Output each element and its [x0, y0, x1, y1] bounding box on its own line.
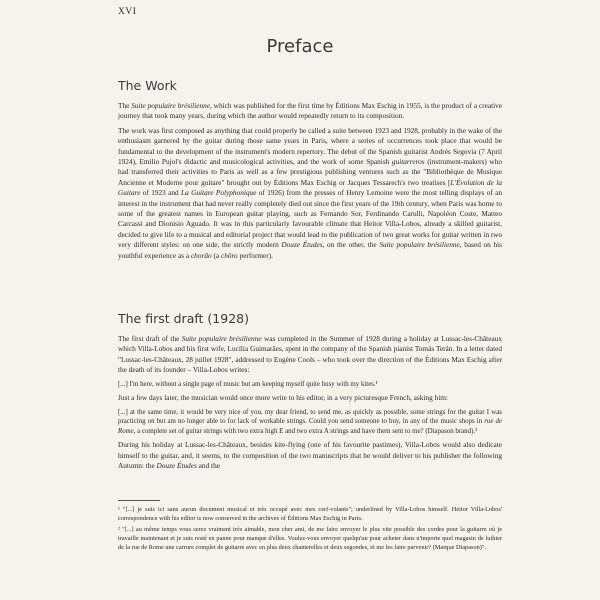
- section-heading-work: The Work: [118, 78, 177, 93]
- section-draft-body: [118, 334, 502, 476]
- page-title: Preface: [266, 36, 334, 57]
- block-quote: [...] at the same time, it would be very nice of you, my dear friend, to send me, as quickly as possible, some strings for the guitar I was practicing on but am no longer able to for lack of workable strings. Could you send someone to buy, in any of the music shops in rue de Rome, a complete set of guitar strings with two extra high E and two extra A strings and have them sent to me? (Diapason brand).²: [118, 408, 502, 435]
- section-work-body: [118, 101, 502, 265]
- footnote: ¹ "[...] je suis ici sans aucun document musical et très occupé avec mes cerf-volants"; underlined by Villa-Lobos himself. Heitor Villa-Lobos' correspondence with his editor is now conserved in the archives of Éditions Max Eschig in Paris.: [118, 506, 502, 522]
- paragraph: The first draft of the Suite populaire brésilienne was completed in the Summer of 1928 during a holiday at Lussac-les-Châteaux which Villa-Lobos and his first wife, Lucília Guimarães, spent in the company of the Spanish pianist Tomás Terán. In a letter dated "Lussac-les-Châteaux, 28 juillet 1928", addressed to Eugène Cools – who took over the direction of the Éditions Max Eschig after the death of its founder – Villa-Lobos writes:: [118, 334, 502, 375]
- footnotes: [118, 505, 502, 554]
- page-number: XVI: [118, 7, 137, 17]
- section-heading-first-draft: The first draft (1928): [118, 311, 249, 326]
- footnote-rule: [118, 500, 160, 501]
- paragraph: During his holiday at Lussac-les-Châteaux, besides kite-flying (one of his favourite pastimes), Villa-Lobos would also dedicate himself to the guitar, and, it seems, to the composition of the two manuscripts that he would deliver to his publisher the following Autumn: the Douze Études and the: [118, 440, 502, 471]
- paragraph: Just a few days later, the musician would once more write to his editor, in a very picturesque French, asking him:: [118, 393, 448, 403]
- paragraph: The Suite populaire brésilienne, which was published for the first time by Éditions Max Eschig in 1955, is the product of a creative journey that took many years, during which the author would repeatedly return to its composition.: [118, 101, 503, 121]
- block-quote: [...] I'm here, without a single page of music but am keeping myself quite busy with my kites.¹: [118, 380, 378, 388]
- paragraph: The work was first composed as anything that could properly be called a suite between 1923 and 1928, probably in the wake of the enthusiasm garnered by the guitar during those same years in Paris, where a series of occurrences took place that would be fundamental to the development of the instrument's modern repertory. The debut of the Spanish guitarist Andrés Segovia (7 April 1924), Emilio Pujol's didactic and musicological activities, and the work of some Spanish guitarreros (instrument-makers) who had transferred their activities to Paris as well as a few prestigious publishing ventures such as the "Bibliothèque de Musique Ancienne et Moderne pour guitare" brought out by Éditions Max Eschig or Jacques Tessarech's two treatises [L'Évolution de la Guitare of 1923 and La Guitare Polyphonique of 1926) from the presses of Henry Lemoine were the most telling displays of an interest in the instrument that had never really completely died out since the first years of the 19th century, when Paris was home to some of the greatest names in European guitar playing, such as Fernando Sor, Ferdinando Carulli, Napoléon Coste, Matteo Carcassi and Dionisio Aguado. It was in this particularly favourable climate that Heitor Villa-Lobos, already a skilled guitarist, decided to give life to a musical and editorial project that would lead to the publication of two great works for guitar written in two very different styles: on one side, the strictly modern Douze Études, on the other, the Suite populaire brésilienne, based on his youthful experience as a chorão (a chôro performer).: [118, 125, 503, 260]
- footnote: ² "[...] au même temps vous serez vraiment très aimable, mon cher ami, de me faire envoyer le plus vite possible des cordes pour la guitarre où je travaille maintenant et je suis resté en panne pour manque d'elles. Voulez-vous envoyer quelqu'un pour acheter dans n'importe quel magasin de luthier de la rue de Rome une carrure complet de guitarre avec en plus deux chanterelles et deux segondes, et me les faire parvenir? (Marque Diapason)".: [118, 526, 502, 551]
